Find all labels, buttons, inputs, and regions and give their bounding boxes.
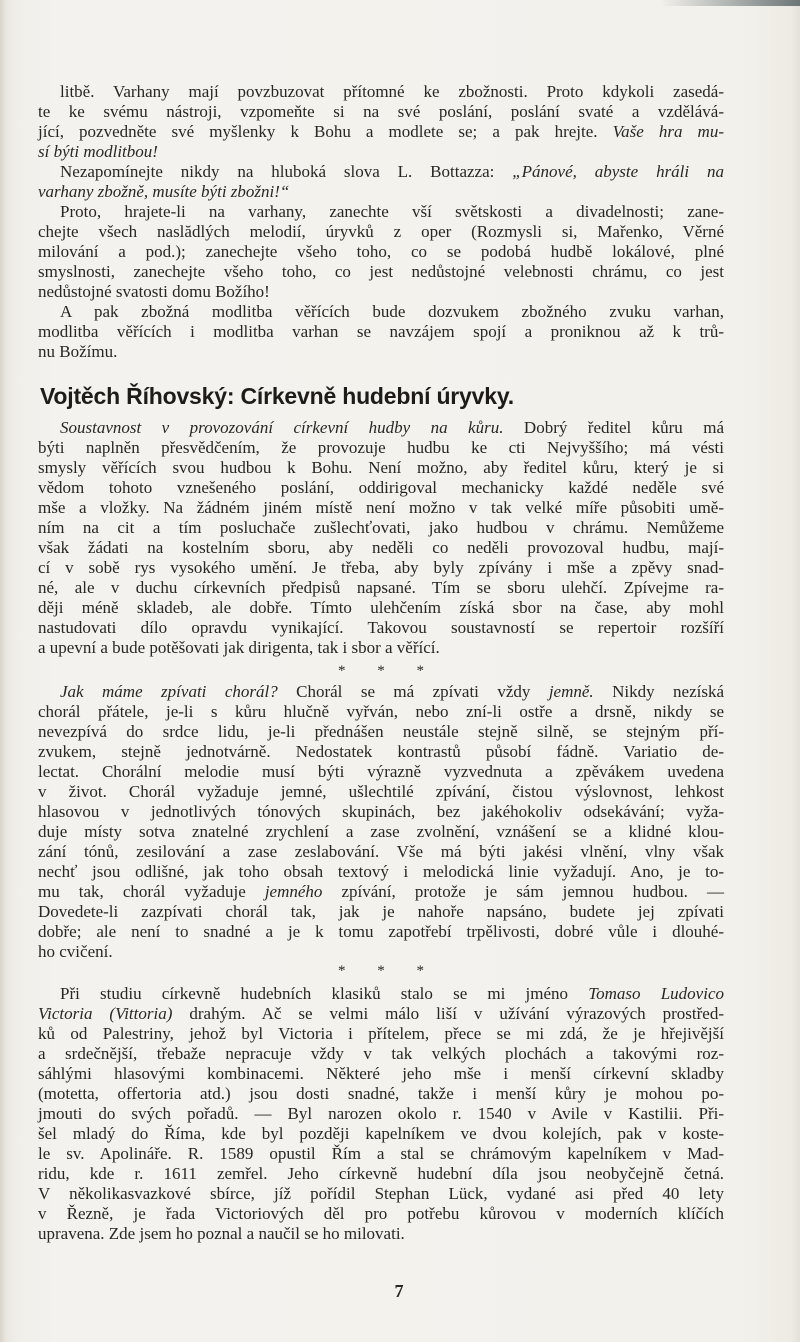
text-line <box>38 162 724 182</box>
text-line <box>38 302 724 322</box>
text-line <box>38 438 724 458</box>
section-separator: * * * <box>338 663 424 679</box>
text-run: ním na cit a tím posluchače zušlechťovati, jako hudbou v chrámu. Nemůžeme <box>38 518 724 537</box>
text-line <box>38 1104 724 1124</box>
text-run: v Řezně, je řada Victoriových děl pro potřebu kůrovou v moderních klíčích <box>38 1204 724 1223</box>
text-run: ků od Palestriny, jehož byl Victoria i přítelem, přece se mi zdá, že je hřejivější <box>38 1024 724 1043</box>
text-run: modlitba věřících i modlitba varhan se navzájem spojí a proniknou až k trů- <box>38 322 724 341</box>
text-line <box>38 1204 724 1224</box>
text-line <box>38 1064 724 1084</box>
text-line <box>38 322 724 342</box>
paragraph-choral <box>38 682 724 962</box>
italic-text: Victoria (Vittoria) <box>38 1004 173 1023</box>
text-line <box>38 942 724 962</box>
text-line <box>38 638 724 658</box>
text-line <box>38 862 724 882</box>
text-line <box>38 242 724 262</box>
text-line <box>38 1224 724 1244</box>
text-run: chorál přátele, je-li s kůru hlučně vyřván, nebo zní-li ostře a drsně, nikdy se <box>38 702 724 721</box>
text-run: chejte všech naslădlých melodií, úryvků z oper (Rozmysli si, Mařenko, Věrné <box>38 222 724 241</box>
text-run: Nezapomínejte nikdy na hluboká slova L. Bottazza: <box>60 162 513 181</box>
text-run: nastudovati dílo opravdu vynikající. Takovou soustavností se repertoir rozšíří <box>38 618 724 637</box>
text-run: smyslnosti, zanechejte všeho toho, co jest nedůstojné velebnosti chrámu, co jest <box>38 262 724 281</box>
text-run: dobře; ale není to snadné a je k tomu zapotřebí trpělivosti, dobré vůle i dlouhé- <box>38 922 724 941</box>
text-run: Dobrý ředitel kůru má <box>503 418 724 437</box>
text-run: však žádati na kostelním sboru, aby neděli co neděli provozoval hudbu, mají- <box>38 538 724 557</box>
text-line <box>38 598 724 618</box>
text-run: nedůstojné svatosti domu Božího! <box>38 282 270 301</box>
page-edge-shadow <box>660 0 800 6</box>
text-run: nu Božímu. <box>38 342 118 361</box>
text-run: Dovedete-li zazpívati chorál tak, jak je nahoře napsáno, budete jej zpívati <box>38 902 724 921</box>
text-line <box>38 702 724 722</box>
page-number: 7 <box>394 1281 404 1301</box>
text-run: a upevní a bude potěšovati jak dirigenta, tak i sbor a věřící. <box>38 638 440 657</box>
text-line <box>38 1084 724 1104</box>
text-line <box>38 618 724 638</box>
text-line <box>38 822 724 842</box>
text-line <box>38 1164 724 1184</box>
italic-text: Tomaso Ludovico <box>588 984 724 1003</box>
text-run: litbě. Varhany mají povzbuzovat přítomné ke zbožnosti. Proto kdykoli zasedá- <box>60 82 724 101</box>
text-line <box>38 202 724 222</box>
text-line <box>38 1004 724 1024</box>
text-run: a srdečnější, třebaže nepracuje vždy v tak velkých plochách a takovými roz- <box>38 1044 724 1063</box>
paragraph <box>38 418 724 658</box>
page-binding-edge <box>0 0 6 1342</box>
text-run: lectat. Chorální melodie musí býti výrazně vyzvednuta a zpěvákem uvedena <box>38 762 724 781</box>
text-run: Proto, hrajete-li na varhany, zanechte vší světskosti a divadelnosti; zane- <box>60 202 724 221</box>
italic-text: Vaše hra mu- <box>612 122 724 141</box>
paragraph <box>38 682 724 962</box>
text-run: upravena. Zde jsem ho poznal a naučil se ho milovati. <box>38 1224 405 1243</box>
paragraph <box>38 984 724 1244</box>
text-run: le sv. Apolináře. R. 1589 opustil Řím a stal se chrámovým kapelníkem v Mad- <box>38 1144 724 1163</box>
text-line <box>38 498 724 518</box>
text-run: nechť jsou odlišné, jak toho obsah textový i melodická linie vyžadují. Ano, je to- <box>38 862 724 881</box>
text-run: (motetta, offertoria atd.) jsou dosti snadné, takže i menší kůry je mohou po- <box>38 1084 724 1103</box>
text-line <box>38 842 724 862</box>
text-run: ho cvičení. <box>38 942 113 961</box>
text-run: zvukem, stejně jednotvárně. Nedostatek kontrastů působí fádně. Variatio de- <box>38 742 724 761</box>
text-run: šel mladý do Říma, kde byl později kapelníkem ve dvou kolejích, pak v koste- <box>38 1124 724 1143</box>
text-run: v život. Chorál vyžaduje jemné, ušlechtilé zpívání, čistou výslovnost, lehkost <box>38 782 724 801</box>
text-line <box>38 1144 724 1164</box>
text-line <box>38 518 724 538</box>
text-line <box>38 478 724 498</box>
article-heading: Vojtěch Říhovský: Církevně hudební úryvky. <box>40 383 514 409</box>
text-run: A pak zbožná modlitba věřících bude dozvukem zbožného zvuku varhan, <box>60 302 724 321</box>
text-line <box>38 984 724 1004</box>
text-run: mu tak, chorál vyžaduje <box>38 882 265 901</box>
text-run: ději méně skladeb, ale dobře. Tímto ulehčením získá sbor na čase, aby mohl <box>38 598 724 617</box>
text-line <box>38 282 724 302</box>
text-run: mše a vložky. Na žádném jiném místě není možno v tak velké míře působiti umě- <box>38 498 724 517</box>
italic-text: jemně. <box>548 682 594 701</box>
paragraph <box>38 202 724 302</box>
intro-text <box>38 82 724 362</box>
text-line <box>38 1184 724 1204</box>
text-line <box>38 122 724 142</box>
italic-text: varhany zbožně, musíte býti zbožni!“ <box>38 182 290 201</box>
text-line <box>38 82 724 102</box>
text-run: nevezpívá do srdce lidu, je-li přednášen neustále stejně silně, se stejným pří- <box>38 722 724 741</box>
text-run: drahým. Ač se velmi málo liší v užívání výrazových prostřed- <box>172 1004 725 1023</box>
text-line <box>38 262 724 282</box>
text-run: jmouti do svých pořadů. — Byl narozen okolo r. 1540 v Avile v Kastilii. Při- <box>38 1104 724 1123</box>
text-line <box>38 922 724 942</box>
text-line <box>38 1024 724 1044</box>
text-line <box>38 1044 724 1064</box>
text-line <box>38 902 724 922</box>
text-run: Chorál se má zpívati vždy <box>277 682 549 701</box>
paragraph <box>38 82 724 162</box>
text-line <box>38 578 724 598</box>
text-line <box>38 458 724 478</box>
text-run: duje místy sotva znatelné zrychlení a zase zvolnění, vznášení se a klidné klou- <box>38 822 724 841</box>
text-line <box>38 558 724 578</box>
text-run: vědom tohoto vznešeného poslání, oddirigoval mechanicky každé neděle své <box>38 478 724 497</box>
text-run: sáhlými hlasovými kombinacemi. Některé jeho mše i menší církevní skladby <box>38 1064 724 1083</box>
text-run: smysly věřících svou hudbou k Bohu. Není možno, aby ředitel kůru, který je si <box>38 458 724 477</box>
italic-text: Jak máme zpívati chorál? <box>60 682 278 701</box>
text-run: milování a pod.); zanechejte všeho toho, co se podobá hudbě lokálové, plné <box>38 242 724 261</box>
text-line <box>38 222 724 242</box>
italic-text: „Pánové, abyste hráli na <box>512 162 724 181</box>
page-body <box>38 82 724 1244</box>
paragraph-soustavnost <box>38 418 724 658</box>
paragraph-victoria <box>38 984 724 1244</box>
text-run: V několikasvazkové sbírce, jíž pořídil Stephan Lück, vydané asi před 40 lety <box>38 1184 724 1203</box>
text-line <box>38 722 724 742</box>
text-line <box>38 1124 724 1144</box>
text-run: cí v sobě rys vysokého umění. Je třeba, aby byly zpívány i mše a zpěvy snad- <box>38 558 724 577</box>
text-line <box>38 538 724 558</box>
text-run: né, ale v duchu církevních předpisů napsané. Tím se sboru ulehčí. Zpívejme ra- <box>38 578 724 597</box>
text-line <box>38 342 724 362</box>
text-line <box>38 782 724 802</box>
text-line <box>38 802 724 822</box>
italic-text: sí býti modlitbou! <box>38 142 158 161</box>
italic-text: jemného <box>264 882 323 901</box>
paragraph <box>38 302 724 362</box>
text-run: jící, pozvedněte své myšlenky k Bohu a modlete se; a pak hrejte. <box>38 122 613 141</box>
text-run: hlasovou v jednotlivých tónových skupinách, bez jakéhokoliv odsekávání; vyža- <box>38 802 724 821</box>
text-line <box>38 102 724 122</box>
text-line <box>38 142 724 162</box>
text-run: zpívání, protože je sám jemnou hudbou. — <box>322 882 724 901</box>
section-separator: * * * <box>338 963 424 979</box>
text-line <box>38 182 724 202</box>
text-line <box>38 682 724 702</box>
text-line <box>38 882 724 902</box>
text-run: zání tónů, zesilování a zase zeslabování. Vše má býti jakési vlnění, vlny však <box>38 842 724 861</box>
text-run: býti naplněn přesvědčením, že provozuje hudbu ke cti Nejvyššího; má vésti <box>38 438 724 457</box>
paragraph <box>38 162 724 202</box>
text-run: te ke svému nástroji, vzpomeňte si na své poslání, poslání svaté a vzdělává- <box>38 102 724 121</box>
text-run: Při studiu církevně hudebních klasiků stalo se mi jméno <box>60 984 589 1003</box>
text-run: Nikdy nezíská <box>593 682 724 701</box>
italic-text: Soustavnost v provozování církevní hudby na kůru. <box>60 418 504 437</box>
text-run: ridu, kde r. 1611 zemřel. Jeho církevně hudební díla jsou neobyčejně četná. <box>38 1164 724 1183</box>
text-line <box>38 418 724 438</box>
text-line <box>38 762 724 782</box>
text-line <box>38 742 724 762</box>
